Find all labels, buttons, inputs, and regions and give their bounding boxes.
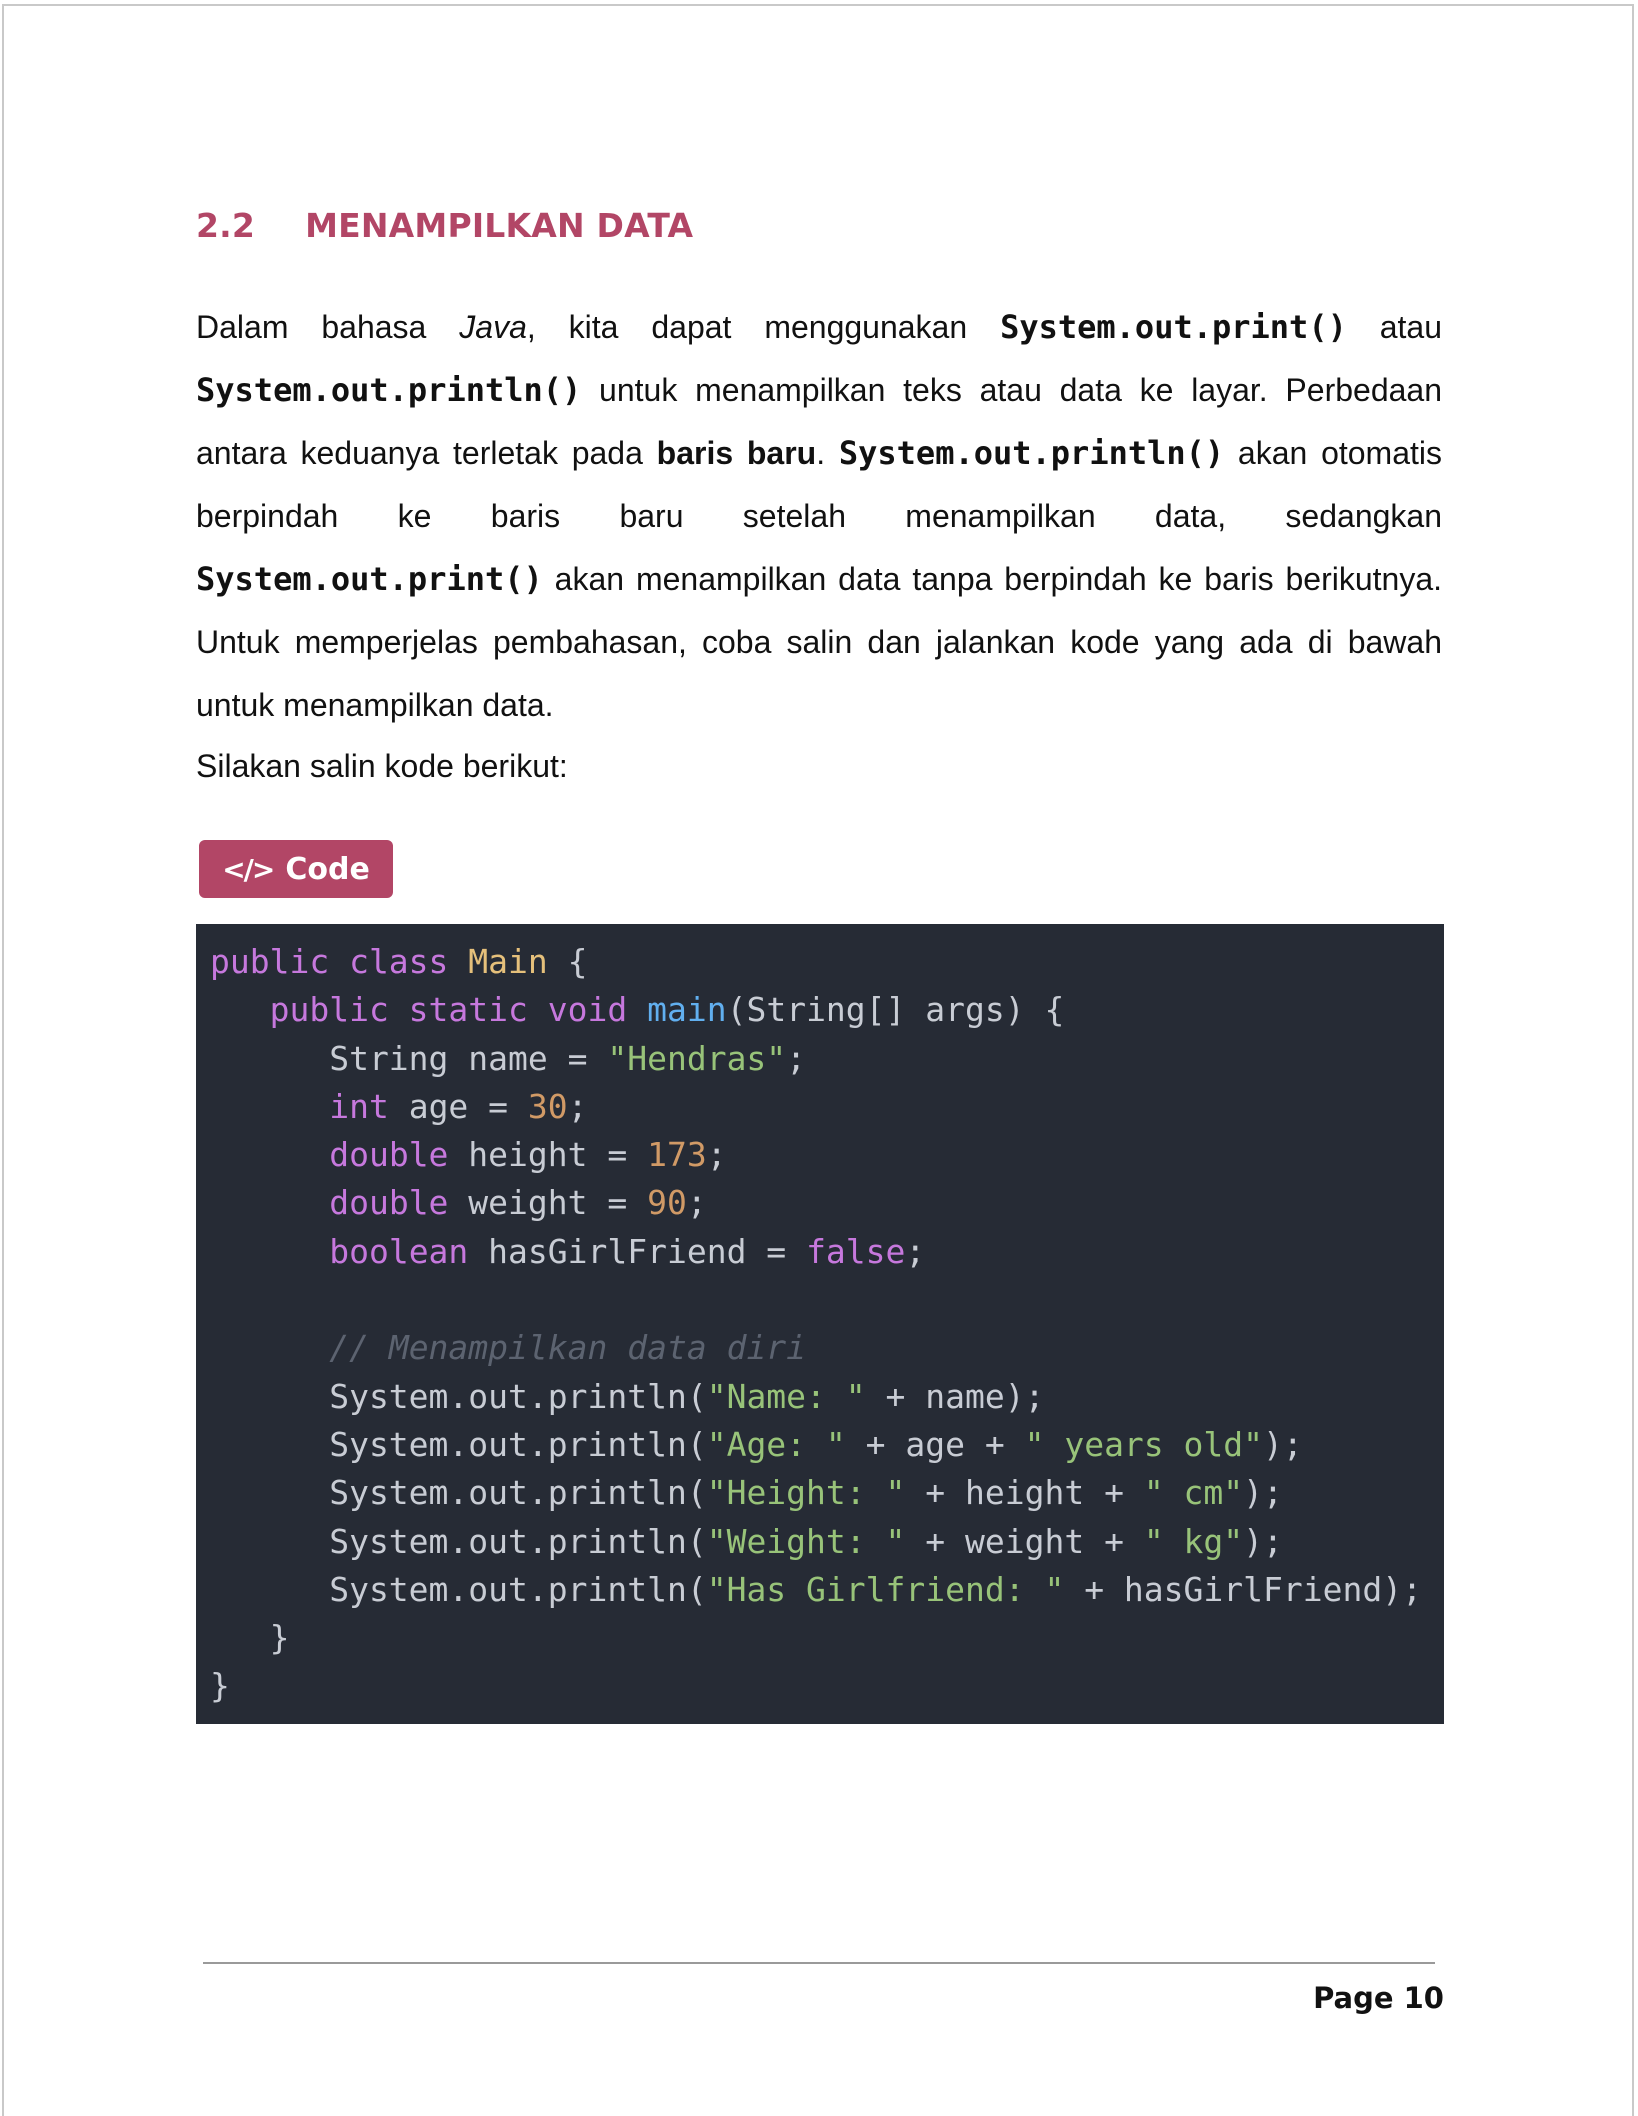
code-line — [210, 1469, 1444, 1517]
code-token: boolean — [329, 1231, 469, 1271]
code-block[interactable] — [196, 924, 1444, 1724]
code-token: "Has Girlfriend: " — [706, 1569, 1065, 1609]
code-badge-label: Code — [285, 851, 370, 887]
code-token: { — [547, 942, 588, 981]
code-line — [210, 1518, 1444, 1566]
code-token: ; — [686, 1183, 707, 1223]
code-token: ; — [905, 1231, 926, 1271]
code-line — [210, 1131, 1444, 1179]
inline-code-println: System.out.println() — [838, 434, 1225, 472]
code-line — [210, 938, 1444, 986]
code-token: "Hendras" — [607, 1038, 787, 1078]
code-token: + weight + — [905, 1521, 1144, 1561]
code-line — [210, 1614, 1444, 1662]
code-token: (String[] args) { — [726, 990, 1065, 1030]
code-token: + height + — [905, 1473, 1144, 1513]
intro-text: , kita dapat menggunakan — [526, 309, 1001, 345]
code-line — [210, 1324, 1444, 1372]
code-line — [210, 1662, 1444, 1710]
code-line — [210, 1373, 1444, 1421]
code-token: "Name: " — [706, 1376, 866, 1416]
code-token: 90 — [647, 1183, 687, 1223]
code-token: " kg" — [1143, 1521, 1244, 1561]
intro-paragraph — [196, 296, 1442, 737]
code-token: 173 — [647, 1135, 707, 1175]
code-line — [210, 1179, 1444, 1227]
intro-java: Java — [459, 309, 527, 345]
code-token: public class — [210, 942, 469, 981]
code-token: 30 — [527, 1086, 568, 1126]
code-token: public static void — [269, 990, 648, 1030]
page-number: Page 10 — [1313, 1981, 1444, 2015]
code-token: height = — [448, 1135, 648, 1175]
code-token: hasGirlFriend = — [468, 1231, 807, 1271]
code-token: double — [329, 1183, 449, 1223]
code-token — [210, 1087, 329, 1126]
code-token: System.out.println( — [210, 1473, 707, 1513]
intro-text: Dalam bahasa — [196, 309, 460, 345]
code-token: ; — [567, 1086, 588, 1126]
intro-text: akan menampilkan data tanpa berpindah ke baris berikutnya. Untuk memperjelas pembahasan, coba salin dan jalankan kode yang ada di bawah untuk menampilkan data. — [196, 561, 1442, 723]
code-token — [210, 1328, 329, 1367]
code-line — [210, 1276, 1444, 1324]
code-badge — [199, 840, 393, 898]
code-token: "Weight: " — [706, 1521, 906, 1561]
code-token: + hasGirlFriend); — [1064, 1569, 1422, 1609]
code-token: ; — [706, 1135, 727, 1175]
code-icon: </> — [222, 852, 274, 886]
code-line — [210, 1083, 1444, 1131]
code-token: } — [210, 1618, 290, 1658]
code-token: false — [806, 1231, 906, 1271]
code-token: System.out.println( — [210, 1569, 707, 1609]
code-token — [210, 1135, 329, 1174]
code-token: age = — [388, 1086, 528, 1126]
intro-text: akan otomatis berpindah ke baris baru setelah menampilkan data, sedangkan — [196, 435, 1442, 534]
inline-code-println: System.out.println() — [196, 371, 582, 409]
inline-code-print: System.out.print() — [196, 560, 543, 598]
intro-bold-baris-baru: baris baru — [656, 435, 817, 471]
code-token — [210, 1183, 329, 1222]
code-token: } — [210, 1666, 230, 1706]
code-token: System.out.println( — [210, 1424, 707, 1464]
code-token: ); — [1263, 1424, 1303, 1464]
intro-text: . — [816, 435, 839, 471]
section-title: MENAMPILKAN DATA — [305, 206, 694, 245]
code-token: System.out.println( — [210, 1376, 707, 1416]
code-line — [210, 1566, 1444, 1614]
code-token: main — [647, 990, 727, 1030]
section-heading — [196, 206, 693, 245]
code-token: " cm" — [1143, 1473, 1244, 1513]
code-token: ; — [786, 1038, 807, 1078]
code-line — [210, 1035, 1444, 1083]
code-token: "Age: " — [706, 1424, 846, 1464]
intro-text: atau — [1346, 309, 1443, 345]
code-token: System.out.println( — [210, 1521, 707, 1561]
copy-prompt: Silakan salin kode berikut: — [196, 748, 568, 784]
code-token: " years old" — [1024, 1424, 1264, 1464]
inline-code-print: System.out.print() — [1000, 308, 1347, 346]
code-token: weight = — [448, 1183, 648, 1223]
code-line — [210, 1421, 1444, 1469]
code-token: String name = — [210, 1038, 608, 1078]
code-token: + age + — [845, 1424, 1025, 1464]
code-token: "Height: " — [706, 1473, 906, 1513]
code-token: + name); — [865, 1376, 1045, 1416]
code-line — [210, 1228, 1444, 1276]
code-token: // Menampilkan data diri — [329, 1328, 807, 1368]
footer-divider — [203, 1962, 1435, 1964]
code-token — [210, 990, 270, 1029]
code-token: ); — [1243, 1521, 1283, 1561]
section-number: 2.2 — [196, 206, 256, 245]
intro-text: untuk menampilkan teks atau data ke layar. Perbedaan antara keduanya terletak pada — [196, 372, 1442, 471]
code-token: ); — [1243, 1473, 1283, 1513]
code-token: int — [329, 1086, 389, 1126]
code-line — [210, 986, 1444, 1034]
code-token: double — [329, 1135, 449, 1175]
code-token — [210, 1232, 329, 1271]
code-token: Main — [468, 942, 548, 981]
